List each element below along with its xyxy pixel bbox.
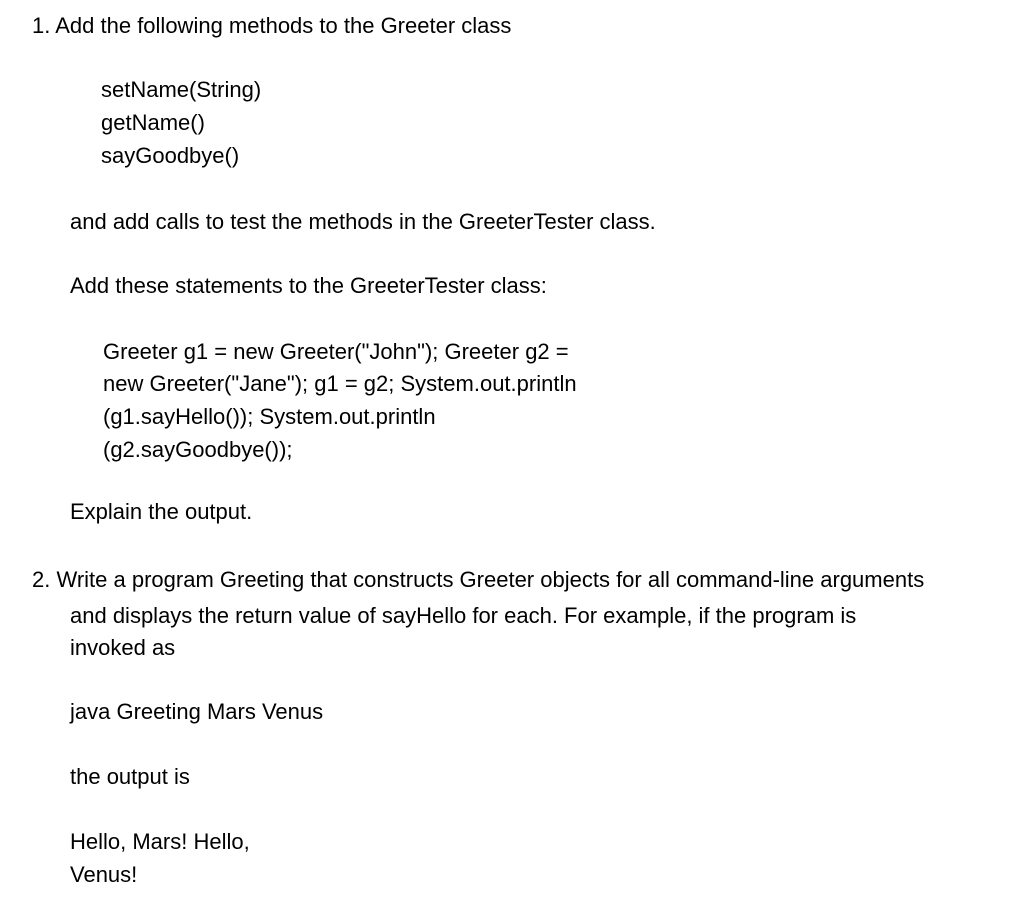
method-item: setName(String) bbox=[101, 77, 262, 102]
q2-command: java Greeting Mars Venus bbox=[70, 699, 324, 724]
q2-output-label: the output is bbox=[70, 764, 190, 789]
output-line: Hello, Mars! Hello, bbox=[70, 829, 250, 854]
output-line: Venus! bbox=[70, 862, 138, 887]
code-line: Greeter g1 = new Greeter("John"); Greeter g2 = bbox=[103, 339, 569, 364]
q1-statements-intro: Add these statements to the GreeterTester class: bbox=[70, 273, 547, 298]
code-line: (g2.sayGoodbye()); bbox=[103, 437, 293, 462]
method-item: getName() bbox=[101, 110, 205, 135]
q2-line: 2. Write a program Greeting that constructs Greeter objects for all command-line arguments bbox=[32, 567, 925, 592]
q1-explain: Explain the output. bbox=[70, 499, 253, 524]
q1-instruction: and add calls to test the methods in the GreeterTester class. bbox=[70, 209, 656, 234]
code-line: new Greeter("Jane"); g1 = g2; System.out.println bbox=[103, 371, 577, 396]
method-item: sayGoodbye() bbox=[101, 143, 240, 168]
code-line: (g1.sayHello()); System.out.println bbox=[103, 404, 436, 429]
q1-heading: 1. Add the following methods to the Greeter class bbox=[32, 13, 512, 38]
q2-line: and displays the return value of sayHello for each. For example, if the program is bbox=[70, 603, 857, 628]
q2-line: invoked as bbox=[70, 635, 176, 660]
